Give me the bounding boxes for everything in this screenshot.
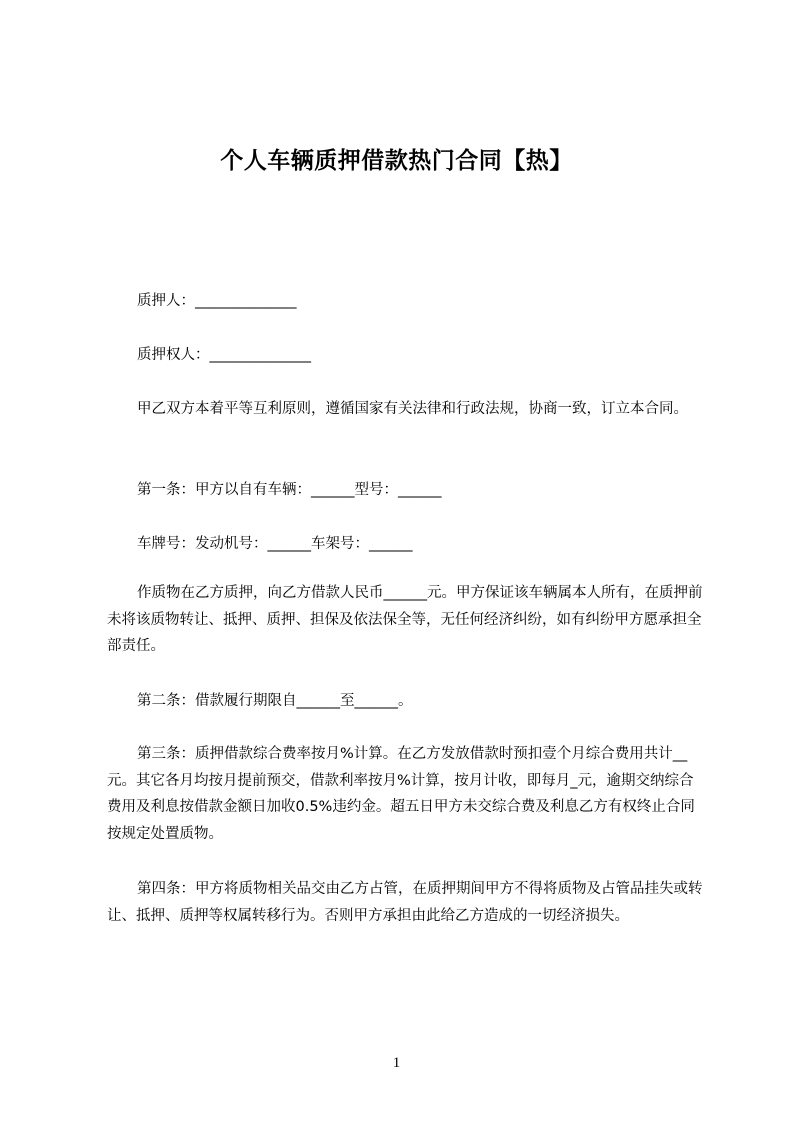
article-4-paragraph: 第四条：甲方将质物相关品交由乙方占管，在质押期间甲方不得将质物及占管品挂失或转让、抵押、质押等权属转移行为。否则甲方承担由此给乙方造成的一切经济损失。 bbox=[107, 881, 703, 924]
pledgor-line: 质押人：______________ bbox=[137, 293, 297, 309]
vehicle-ids-paragraph: 车牌号：发动机号：______车架号：______ bbox=[137, 536, 413, 552]
document-title: 个人车辆质押借款热门合同【热】 bbox=[220, 148, 573, 174]
pledge-terms-paragraph: 作质物在乙方质押，向乙方借款人民币______元。甲方保证该车辆属本人所有，在质押前未将该质物转让、抵押、质押、担保及依法保全等，无任何经济纠纷，如有纠纷甲方愿承担全部责任。 bbox=[107, 585, 703, 654]
article-1-paragraph: 第一条：甲方以自有车辆：______型号：______ bbox=[137, 482, 442, 498]
article-2-paragraph: 第二条：借款履行期限自______至______。 bbox=[137, 693, 413, 709]
preamble-paragraph: 甲乙双方本着平等互利原则，遵循国家有关法律和行政法规，协商一致，订立本合同。 bbox=[137, 401, 688, 417]
article-3-paragraph: 第三条：质押借款综合费率按月%计算。在乙方发放借款时预扣壹个月综合费用共计__元。其它各月均按月提前预交，借款利率按月%计算，按月计收，即每月_元，逾期交纳综合费用及利息按借款金额日加收0.5%违约金。超五日甲方未交综合费及利息乙方有权终止合同按规定处置质物。 bbox=[107, 746, 695, 842]
page-number: 1 bbox=[392, 1055, 401, 1071]
pledgee-line: 质押权人：______________ bbox=[137, 347, 311, 363]
